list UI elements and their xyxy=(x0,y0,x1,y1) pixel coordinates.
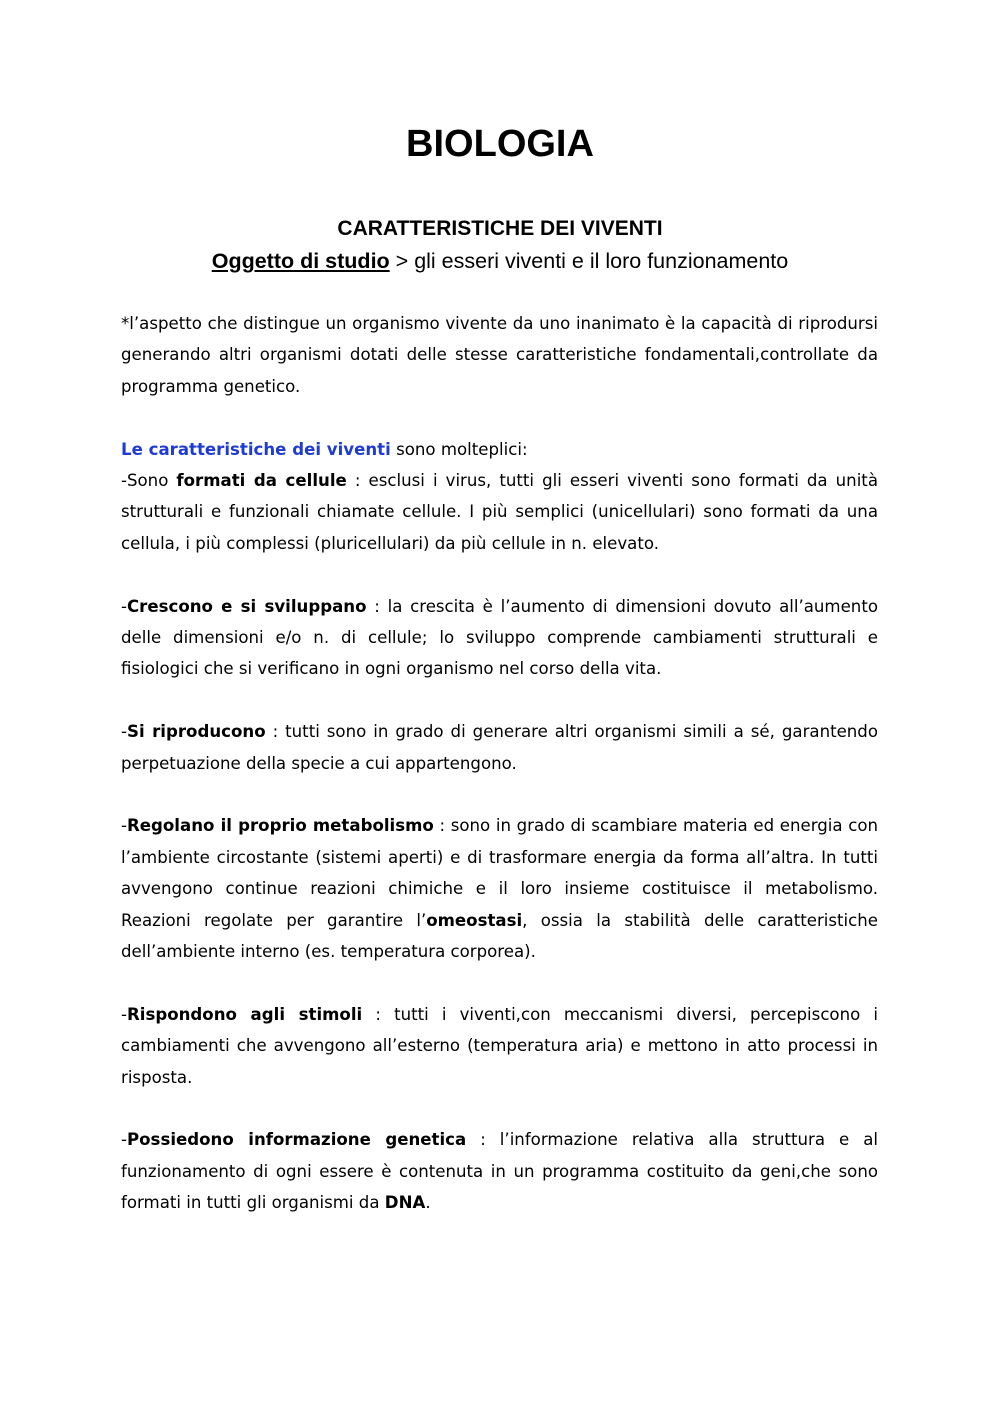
cells-text: : esclusi i virus, tutti gli esseri viventi sono formati da unità strutturali e funzionali chiamate cellule. I più semplici (unicellulari) sono formati da una cellula, i più complessi (pluricellulari) da più cellule in n. elevato. xyxy=(121,471,878,553)
genetic-term: Possiedono informazione genetica xyxy=(127,1130,467,1150)
metabolism-paragraph xyxy=(121,810,878,967)
omeostasi-term: omeostasi xyxy=(426,910,523,930)
reproduce-prefix: - xyxy=(121,722,127,742)
genetic-text: : l’informazione relativa alla struttura e al funzionamento di ogni essere è contenuta in un programma costituito da geni,che sono formati in tutti gli organismi da xyxy=(121,1130,878,1213)
metabolism-text: : sono in grado di scambiare materia ed energia con l’ambiente circostante (sistemi aperti) e di trasformare energia da forma all’altra. In tutti avvengono continue reazioni chimiche e il loro insieme costituisce il metabolismo. Reazioni regolate per garantire l’ xyxy=(121,816,879,930)
characteristics-heading-rest: sono molteplici: xyxy=(390,439,528,459)
reproduce-text: : tutti sono in grado di generare altri organismi simili a sé, garantendo perpetuazione della specie a cui appartengono. xyxy=(121,722,878,773)
growth-term: Crescono e si sviluppano xyxy=(127,596,367,616)
metabolism-prefix: - xyxy=(121,816,127,836)
document-body xyxy=(121,308,878,1219)
stimuli-prefix: - xyxy=(121,1004,127,1024)
metabolism-text-end: , ossia la stabilità delle caratteristiche dell’ambiente interno (es. temperatura corporea). xyxy=(121,910,878,962)
reproduce-term: Si riproducono xyxy=(127,722,266,742)
intro-paragraph: *l’aspetto che distingue un organismo vivente da uno inanimato è la capacità di riprodursi generando altri organismi dotati delle stesse caratteristiche fondamentali,controllate da programma genetico. xyxy=(121,314,878,396)
stimuli-text: : tutti i viventi,con meccanismi diversi, percepiscono i cambiamenti che avvengono all’esterno (temperatura aria) e mettono in atto processi in risposta. xyxy=(121,1004,878,1087)
metabolism-term: Regolano il proprio metabolismo xyxy=(127,816,434,836)
growth-paragraph xyxy=(121,591,878,685)
genetic-paragraph xyxy=(121,1124,878,1218)
characteristics-cells-paragraph xyxy=(121,434,878,560)
growth-prefix: - xyxy=(121,596,127,616)
study-object-label: Oggetto di studio xyxy=(211,249,390,273)
study-object-text: > gli esseri viventi e il loro funzionamento xyxy=(389,249,789,273)
stimuli-term: Rispondono agli stimoli xyxy=(127,1004,363,1024)
genetic-text-end: . xyxy=(425,1193,431,1213)
genetic-prefix: - xyxy=(121,1130,127,1150)
cells-term: formati da cellule xyxy=(176,471,347,491)
cells-prefix: -Sono xyxy=(121,471,177,491)
growth-text: : la crescita è l’aumento di dimensioni dovuto all’aumento delle dimensioni e/o n. di cellule; lo sviluppo comprende cambiamenti strutturali e fisiologici che si verificano in ogni organismo nel corso della vita. xyxy=(121,596,878,679)
study-object-line xyxy=(0,246,1000,276)
page-title: BIOLOGIA xyxy=(406,123,594,165)
dna-term: DNA xyxy=(384,1193,426,1213)
characteristics-heading: Le caratteristiche dei viventi xyxy=(121,439,391,459)
reproduce-paragraph xyxy=(121,716,878,779)
stimuli-paragraph xyxy=(121,999,878,1093)
section-subtitle: CARATTERISTICHE DEI VIVENTI xyxy=(337,217,663,240)
